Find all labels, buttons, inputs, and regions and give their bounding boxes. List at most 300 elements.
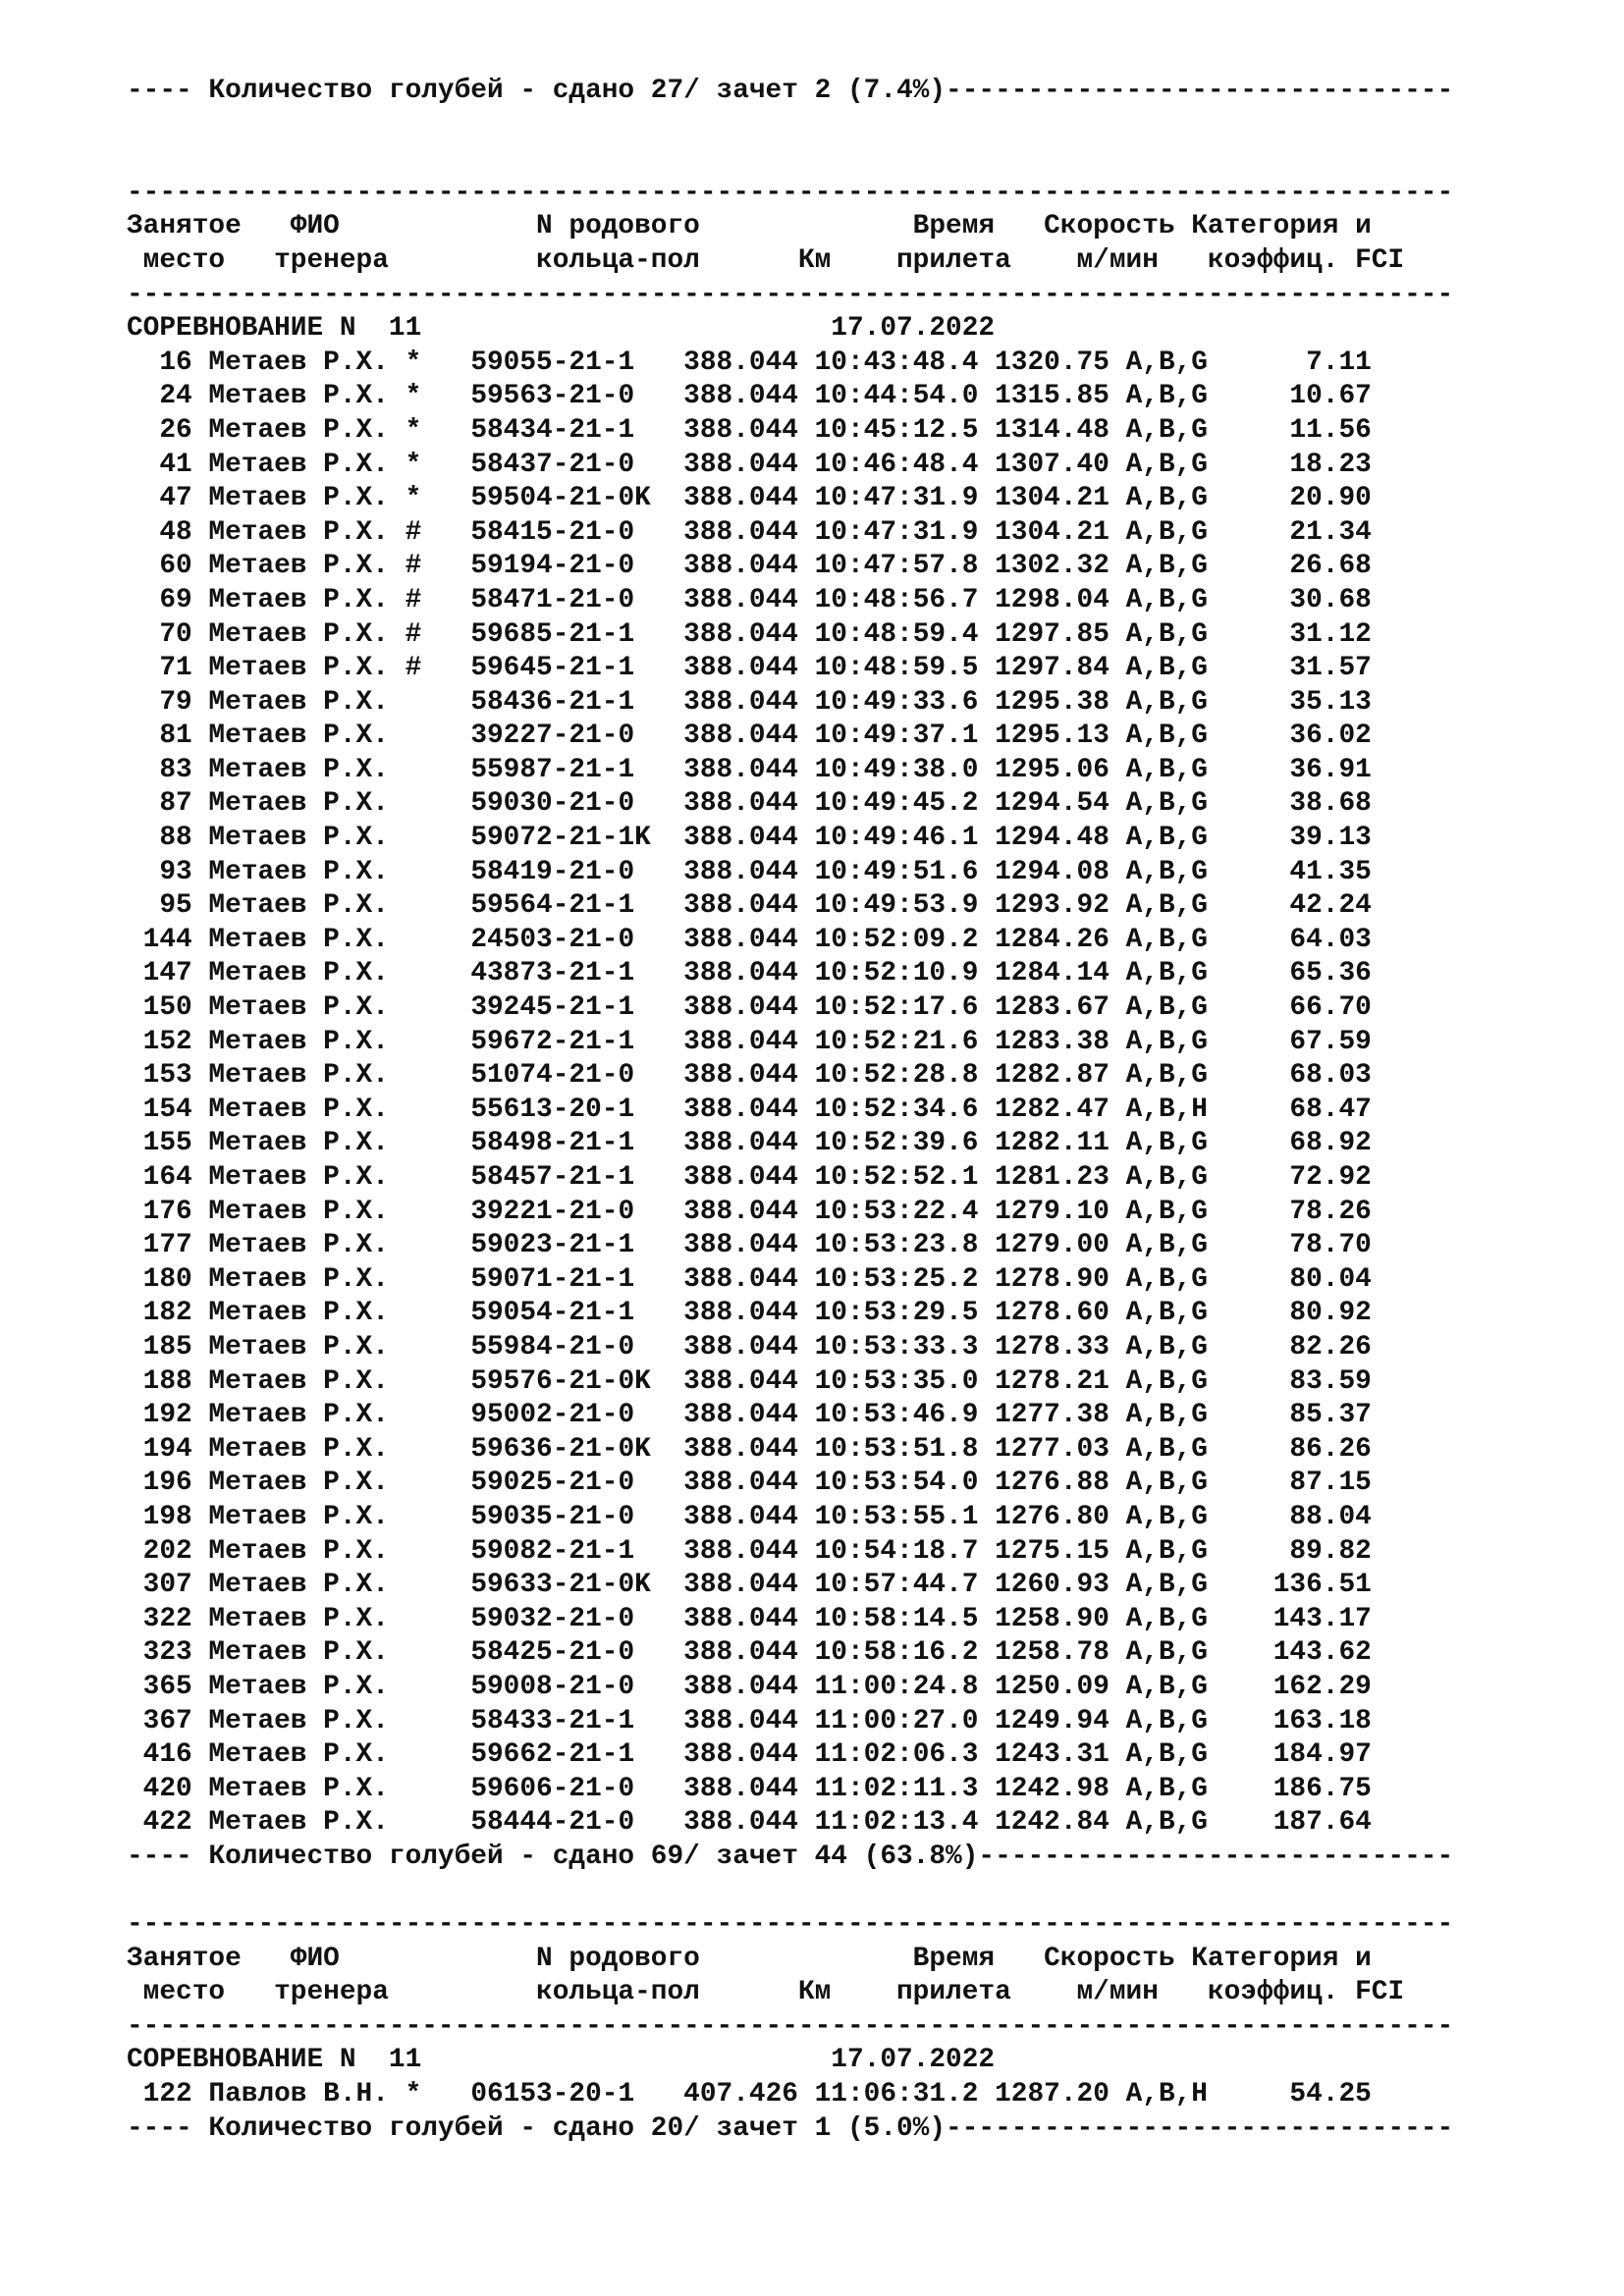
km-cell: 407.426: [683, 2079, 815, 2110]
name-cell: Метаев Р.Х.: [208, 686, 406, 718]
time-cell: 10:53:54.0: [814, 1468, 996, 1499]
name-cell: Метаев Р.Х.: [208, 381, 406, 412]
place-cell: 307: [127, 1570, 209, 1601]
km-cell: 388.044: [683, 1705, 815, 1736]
column-header-line-1: Занятое ФИО N родового Время Скорость Категория и: [127, 211, 1372, 242]
ring-cell: 59685-21-1: [470, 618, 684, 650]
speed-cell: 1260.93: [995, 1570, 1126, 1601]
speed-cell: 1249.94: [995, 1705, 1126, 1736]
km-cell: 388.044: [683, 686, 815, 718]
km-cell: 388.044: [683, 449, 815, 480]
name-cell: Метаев Р.Х.: [208, 1570, 406, 1601]
place-cell: 24: [127, 381, 209, 412]
category-cell: A,B,G: [1125, 1365, 1224, 1397]
coefficient-cell: 68.92: [1223, 1128, 1372, 1159]
coefficient-cell: 163.18: [1223, 1705, 1372, 1736]
table-row: [127, 1229, 1453, 1263]
mark-cell: *: [405, 449, 471, 480]
speed-cell: 1278.90: [995, 1263, 1126, 1295]
category-cell: A,B,G: [1125, 1535, 1224, 1567]
name-cell: Метаев Р.Х.: [208, 584, 406, 615]
category-cell: A,B,G: [1125, 584, 1224, 615]
km-cell: 388.044: [683, 1094, 815, 1125]
place-cell: 177: [127, 1230, 209, 1261]
speed-cell: 1302.32: [995, 551, 1126, 582]
blank-line: [127, 109, 1453, 143]
time-cell: 10:43:48.4: [814, 347, 996, 378]
place-cell: 188: [127, 1365, 209, 1397]
place-cell: 155: [127, 1128, 209, 1159]
mark-cell: [406, 857, 471, 887]
ring-cell: 95002-21-0: [470, 1400, 684, 1431]
table-row: [127, 1026, 1453, 1060]
table-row: [127, 1331, 1453, 1365]
column-header-line-1: Занятое ФИО N родового Время Скорость Категория и: [127, 1943, 1372, 1974]
table-row: [127, 550, 1453, 584]
km-cell: 388.044: [683, 1400, 815, 1431]
category-cell: A,B,G: [1125, 958, 1224, 989]
coefficient-cell: 41.35: [1223, 856, 1372, 887]
table-row: [127, 822, 1453, 856]
name-cell: Метаев Р.Х.: [208, 1603, 406, 1634]
mark-cell: [406, 1128, 471, 1158]
mark-cell: [406, 721, 471, 751]
name-cell: Метаев Р.Х.: [208, 958, 406, 989]
coefficient-cell: 31.57: [1223, 653, 1372, 684]
place-cell: 88: [127, 823, 209, 854]
competition-line: [127, 312, 1453, 347]
ring-cell: 58498-21-1: [470, 1128, 684, 1159]
time-cell: 10:48:56.7: [814, 584, 996, 615]
mark-cell: [406, 788, 471, 819]
table-row: [127, 414, 1453, 449]
name-cell: Метаев Р.Х.: [208, 1501, 406, 1532]
place-cell: 185: [127, 1331, 209, 1362]
km-cell: 388.044: [683, 721, 815, 752]
place-cell: 182: [127, 1298, 209, 1329]
time-cell: 10:58:14.5: [814, 1603, 996, 1634]
coefficient-cell: 20.90: [1223, 483, 1372, 514]
ring-cell: 59672-21-1: [470, 1026, 684, 1057]
coefficient-cell: 83.59: [1223, 1365, 1372, 1397]
place-cell: 192: [127, 1400, 209, 1431]
km-cell: 388.044: [683, 788, 815, 820]
speed-cell: 1281.23: [995, 1162, 1126, 1193]
speed-cell: 1258.78: [995, 1637, 1126, 1669]
ring-cell: 59008-21-0: [470, 1671, 684, 1702]
ring-cell: 58437-21-0: [470, 449, 684, 480]
separator-line: ---------------------------------------------------------------------------------: [127, 279, 1454, 310]
ring-cell: 55613-20-1: [470, 1094, 684, 1125]
km-cell: 388.044: [683, 1671, 815, 1702]
name-cell: Метаев Р.Х.: [208, 1162, 406, 1193]
coefficient-cell: 18.23: [1223, 449, 1372, 480]
table-row: [127, 1467, 1453, 1501]
name-cell: Метаев Р.Х.: [208, 1026, 406, 1057]
category-cell: A,B,G: [1125, 381, 1224, 412]
km-cell: 388.044: [683, 1773, 815, 1804]
category-cell: A,B,G: [1125, 1773, 1224, 1804]
ring-cell: 59035-21-0: [470, 1501, 684, 1532]
place-cell: 194: [127, 1433, 209, 1465]
table-row: [127, 1501, 1453, 1535]
category-cell: A,B,G: [1125, 1807, 1224, 1839]
name-cell: Метаев Р.Х.: [208, 1400, 406, 1431]
place-cell: 152: [127, 1026, 209, 1057]
category-cell: A,B,G: [1125, 992, 1224, 1024]
coefficient-cell: 186.75: [1223, 1773, 1372, 1804]
km-cell: 388.044: [683, 992, 815, 1024]
km-cell: 388.044: [683, 754, 815, 785]
category-cell: A,B,G: [1125, 1468, 1224, 1499]
ring-cell: 59023-21-1: [470, 1230, 684, 1261]
km-cell: 388.044: [683, 1603, 815, 1634]
competition-date: 17.07.2022: [831, 313, 996, 345]
name-cell: Метаев Р.Х.: [208, 1094, 406, 1125]
name-cell: Метаев Р.Х.: [208, 1807, 406, 1839]
speed-cell: 1320.75: [995, 347, 1126, 378]
km-cell: 388.044: [683, 1230, 815, 1261]
coefficient-cell: 80.04: [1223, 1263, 1372, 1295]
mark-cell: [406, 890, 471, 921]
speed-cell: 1277.38: [995, 1400, 1126, 1431]
speed-cell: 1283.38: [995, 1026, 1126, 1057]
place-cell: 367: [127, 1705, 209, 1736]
coefficient-cell: 39.13: [1223, 823, 1372, 854]
mark-cell: [406, 1434, 471, 1465]
mark-cell: [406, 958, 471, 988]
coefficient-cell: 38.68: [1223, 788, 1372, 820]
mark-cell: *: [405, 483, 471, 514]
place-cell: 176: [127, 1196, 209, 1227]
column-header-line-2: место тренера кольца-пол Км прилета м/мин коэффиц. FCI: [127, 244, 1405, 276]
coefficient-cell: 82.26: [1223, 1331, 1372, 1362]
speed-cell: 1276.80: [995, 1501, 1126, 1532]
coefficient-cell: 36.91: [1223, 754, 1372, 785]
coefficient-cell: 42.24: [1223, 890, 1372, 922]
category-cell: A,B,G: [1125, 1705, 1224, 1736]
place-cell: 144: [127, 924, 209, 955]
name-cell: Метаев Р.Х.: [208, 449, 406, 480]
time-cell: 10:49:53.9: [814, 890, 996, 922]
blank-line: [127, 1874, 1453, 1908]
name-cell: Метаев Р.Х.: [208, 788, 406, 820]
table-row: [127, 1433, 1453, 1468]
category-cell: A,B,G: [1125, 1060, 1224, 1092]
mark-cell: *: [405, 2079, 471, 2110]
category-cell: A,B,G: [1125, 414, 1224, 446]
km-cell: 388.044: [683, 1807, 815, 1839]
ring-cell: 58444-21-0: [470, 1807, 684, 1839]
speed-cell: 1294.08: [995, 856, 1126, 887]
mark-cell: [406, 1774, 471, 1804]
speed-cell: 1284.14: [995, 958, 1126, 989]
blank-line: [127, 142, 1453, 177]
speed-cell: 1283.67: [995, 992, 1126, 1024]
category-cell: A,B,G: [1125, 516, 1224, 548]
time-cell: 10:52:09.2: [814, 924, 996, 955]
category-cell: A,B,G: [1125, 1026, 1224, 1057]
time-cell: 11:06:31.2: [814, 2079, 996, 2110]
name-cell: Метаев Р.Х.: [208, 856, 406, 887]
place-cell: 95: [127, 890, 209, 922]
time-cell: 11:02:13.4: [814, 1807, 996, 1839]
ring-cell: 59025-21-0: [470, 1468, 684, 1499]
coefficient-cell: 78.70: [1223, 1230, 1372, 1261]
category-cell: A,B,G: [1125, 1400, 1224, 1431]
time-cell: 10:49:37.1: [814, 721, 996, 752]
category-cell: A,B,G: [1125, 1570, 1224, 1601]
mark-cell: #: [405, 618, 471, 650]
table-row: [127, 1263, 1453, 1298]
ring-cell: 39245-21-1: [470, 992, 684, 1024]
table-row: [127, 1297, 1453, 1331]
name-cell: Метаев Р.Х.: [208, 347, 406, 378]
place-cell: 93: [127, 856, 209, 887]
table-row: [127, 1603, 1453, 1637]
table-row: [127, 618, 1453, 653]
place-cell: 16: [127, 347, 209, 378]
name-cell: Метаев Р.Х.: [208, 551, 406, 582]
table-row: [127, 1365, 1453, 1400]
ring-cell: 58415-21-0: [470, 516, 684, 548]
ring-cell: 59563-21-0: [470, 381, 684, 412]
time-cell: 10:48:59.5: [814, 653, 996, 684]
speed-cell: 1277.03: [995, 1433, 1126, 1465]
time-cell: 10:53:55.1: [814, 1501, 996, 1532]
km-cell: 388.044: [683, 1128, 815, 1159]
km-cell: 388.044: [683, 1433, 815, 1465]
km-cell: 388.044: [683, 1501, 815, 1532]
table-row: [127, 1161, 1453, 1196]
ring-cell: 59032-21-0: [470, 1603, 684, 1634]
category-cell: A,B,G: [1125, 1331, 1224, 1362]
ring-cell: 59055-21-1: [470, 347, 684, 378]
speed-cell: 1315.85: [995, 381, 1126, 412]
name-cell: Метаев Р.Х.: [208, 1468, 406, 1499]
table-row: [127, 516, 1453, 551]
coefficient-cell: 184.97: [1223, 1739, 1372, 1771]
place-cell: 198: [127, 1501, 209, 1532]
speed-cell: 1243.31: [995, 1739, 1126, 1771]
separator-line: ---------------------------------------------------------------------------------: [127, 177, 1454, 208]
coefficient-cell: 187.64: [1223, 1807, 1372, 1839]
km-cell: 388.044: [683, 653, 815, 684]
time-cell: 10:52:39.6: [814, 1128, 996, 1159]
coefficient-cell: 65.36: [1223, 958, 1372, 989]
speed-cell: 1250.09: [995, 1671, 1126, 1702]
ring-cell: 59082-21-1: [470, 1535, 684, 1567]
speed-cell: 1284.26: [995, 924, 1126, 955]
table-row: [127, 787, 1453, 822]
name-cell: Метаев Р.Х.: [208, 754, 406, 785]
category-cell: A,B,G: [1125, 924, 1224, 955]
mark-cell: [406, 823, 471, 853]
place-cell: 81: [127, 721, 209, 752]
table-row: [127, 1196, 1453, 1230]
speed-cell: 1304.21: [995, 483, 1126, 514]
speed-cell: 1298.04: [995, 584, 1126, 615]
time-cell: 10:52:52.1: [814, 1162, 996, 1193]
place-cell: 422: [127, 1807, 209, 1839]
name-cell: Метаев Р.Х.: [208, 1671, 406, 1702]
mark-cell: [406, 1162, 471, 1193]
name-cell: Метаев Р.Х.: [208, 653, 406, 684]
competition-line: [127, 2044, 1453, 2078]
coefficient-cell: 30.68: [1223, 584, 1372, 615]
place-cell: 416: [127, 1739, 209, 1771]
category-cell: A,B,G: [1125, 754, 1224, 785]
place-cell: 69: [127, 584, 209, 615]
mark-cell: [406, 1027, 471, 1057]
coefficient-cell: 89.82: [1223, 1535, 1372, 1567]
speed-cell: 1297.85: [995, 618, 1126, 650]
time-cell: 10:44:54.0: [814, 381, 996, 412]
table-row: [127, 584, 1453, 618]
separator-line: ---------------------------------------------------------------------------------: [127, 2010, 1454, 2042]
mark-cell: #: [405, 516, 471, 548]
table-row: [127, 686, 1453, 721]
category-cell: A,B,G: [1125, 347, 1224, 378]
km-cell: 388.044: [683, 1331, 815, 1362]
coefficient-cell: 26.68: [1223, 551, 1372, 582]
speed-cell: 1294.48: [995, 823, 1126, 854]
mark-cell: #: [405, 653, 471, 684]
coefficient-cell: 54.25: [1223, 2079, 1372, 2110]
mark-cell: #: [405, 551, 471, 582]
mark-cell: [406, 1807, 471, 1838]
km-cell: 388.044: [683, 347, 815, 378]
speed-cell: 1282.11: [995, 1128, 1126, 1159]
coefficient-cell: 7.11: [1223, 347, 1372, 378]
time-cell: 10:53:33.3: [814, 1331, 996, 1362]
km-cell: 388.044: [683, 1060, 815, 1092]
time-cell: 10:52:34.6: [814, 1094, 996, 1125]
ring-cell: 59606-21-0: [470, 1773, 684, 1804]
name-cell: Метаев Р.Х.: [208, 1263, 406, 1295]
speed-cell: 1279.00: [995, 1230, 1126, 1261]
mark-cell: [406, 925, 471, 955]
coefficient-cell: 21.34: [1223, 516, 1372, 548]
ring-cell: 59645-21-1: [470, 653, 684, 684]
category-cell: A,B,G: [1125, 1196, 1224, 1227]
ring-cell: 59576-21-0K: [470, 1365, 684, 1397]
mark-cell: [406, 1604, 471, 1634]
place-cell: 365: [127, 1671, 209, 1702]
speed-cell: 1242.98: [995, 1773, 1126, 1804]
coefficient-cell: 31.12: [1223, 618, 1372, 650]
coefficient-cell: 64.03: [1223, 924, 1372, 955]
place-cell: 60: [127, 551, 209, 582]
ring-cell: 59072-21-1K: [470, 823, 684, 854]
km-cell: 388.044: [683, 1196, 815, 1227]
ring-cell: 39227-21-0: [470, 721, 684, 752]
speed-cell: 1294.54: [995, 788, 1126, 820]
category-cell: A,B,G: [1125, 1603, 1224, 1634]
speed-cell: 1287.20: [995, 2079, 1126, 2110]
ring-cell: 59504-21-0K: [470, 483, 684, 514]
category-cell: A,B,G: [1125, 721, 1224, 752]
name-cell: Метаев Р.Х.: [208, 1365, 406, 1397]
mark-cell: [406, 1060, 471, 1091]
speed-cell: 1282.47: [995, 1094, 1126, 1125]
km-cell: 388.044: [683, 1535, 815, 1567]
speed-cell: 1258.90: [995, 1603, 1126, 1634]
coefficient-cell: 68.03: [1223, 1060, 1372, 1092]
name-cell: Метаев Р.Х.: [208, 1739, 406, 1771]
category-cell: A,B,G: [1125, 551, 1224, 582]
time-cell: 11:00:24.8: [814, 1671, 996, 1702]
table-row: [127, 720, 1453, 754]
mark-cell: [406, 1095, 471, 1125]
speed-cell: 1278.33: [995, 1331, 1126, 1362]
ring-cell: 59636-21-0K: [470, 1433, 684, 1465]
name-cell: Метаев Р.Х.: [208, 1298, 406, 1329]
place-cell: 122: [127, 2079, 209, 2110]
coefficient-cell: 136.51: [1223, 1570, 1372, 1601]
speed-cell: 1307.40: [995, 449, 1126, 480]
section-summary: ---- Количество голубей - сдано 27/ зачет 2 (7.4%)-------------------------------: [127, 76, 1454, 106]
place-cell: 153: [127, 1060, 209, 1092]
ring-cell: 59662-21-1: [470, 1739, 684, 1771]
ring-cell: 58436-21-1: [470, 686, 684, 718]
time-cell: 10:49:46.1: [814, 823, 996, 854]
mark-cell: [406, 755, 471, 785]
category-cell: A,B,G: [1125, 653, 1224, 684]
speed-cell: 1242.84: [995, 1807, 1126, 1839]
time-cell: 11:00:27.0: [814, 1705, 996, 1736]
time-cell: 10:53:51.8: [814, 1433, 996, 1465]
km-cell: 388.044: [683, 1026, 815, 1057]
category-cell: A,B,G: [1125, 1637, 1224, 1669]
coefficient-cell: 162.29: [1223, 1671, 1372, 1702]
ring-cell: 59030-21-0: [470, 788, 684, 820]
km-cell: 388.044: [683, 1365, 815, 1397]
time-cell: 10:54:18.7: [814, 1535, 996, 1567]
ring-cell: 58425-21-0: [470, 1637, 684, 1669]
table-row: [127, 380, 1453, 414]
coefficient-cell: 35.13: [1223, 686, 1372, 718]
km-cell: 388.044: [683, 890, 815, 922]
km-cell: 388.044: [683, 1468, 815, 1499]
mark-cell: [406, 1264, 471, 1295]
mark-cell: [406, 1536, 471, 1567]
mark-cell: [406, 1706, 471, 1736]
name-cell: Метаев Р.Х.: [208, 1230, 406, 1261]
name-cell: Метаев Р.Х.: [208, 618, 406, 650]
speed-cell: 1295.06: [995, 754, 1126, 785]
mark-cell: [406, 1502, 471, 1532]
coefficient-cell: 88.04: [1223, 1501, 1372, 1532]
separator-line: ---------------------------------------------------------------------------------: [127, 1909, 1454, 1941]
time-cell: 10:53:22.4: [814, 1196, 996, 1227]
time-cell: 10:47:31.9: [814, 516, 996, 548]
table-row: [127, 1738, 1453, 1773]
table-row: [127, 1569, 1453, 1603]
category-cell: A,B,G: [1125, 823, 1224, 854]
ring-cell: 59194-21-0: [470, 551, 684, 582]
place-cell: 70: [127, 618, 209, 650]
speed-cell: 1304.21: [995, 516, 1126, 548]
speed-cell: 1295.13: [995, 721, 1126, 752]
mark-cell: [406, 1230, 471, 1260]
km-cell: 388.044: [683, 1263, 815, 1295]
table-row: [127, 924, 1453, 958]
place-cell: 180: [127, 1263, 209, 1295]
mark-cell: *: [405, 347, 471, 378]
place-cell: 79: [127, 686, 209, 718]
time-cell: 10:53:23.8: [814, 1230, 996, 1261]
